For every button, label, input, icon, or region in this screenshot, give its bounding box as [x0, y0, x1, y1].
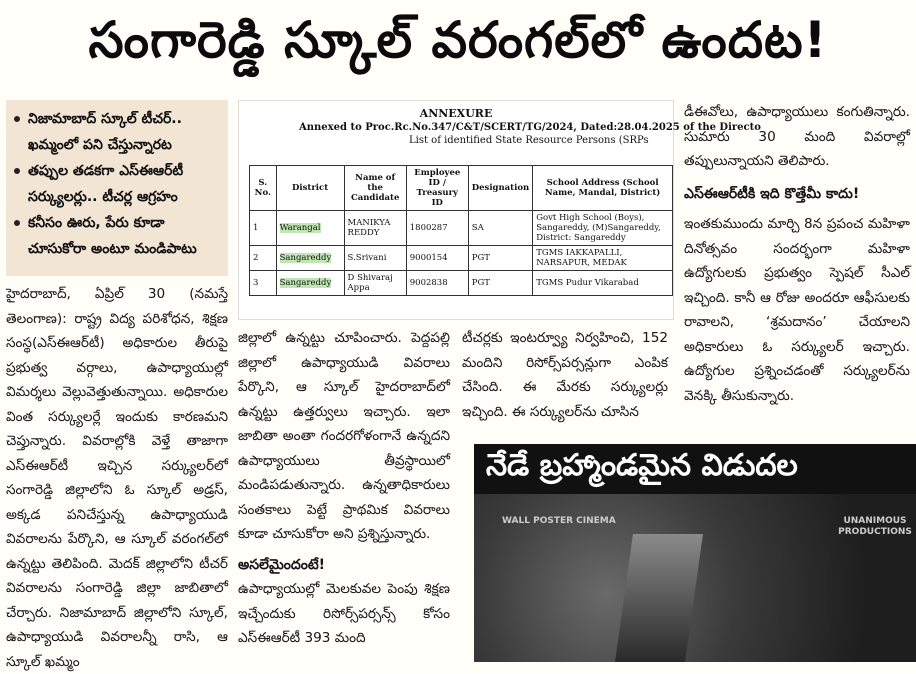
- article-column-1: హైదరాబాద్, ఏప్రిల్ 30 (నమస్తే తెలంగాణ): రాష్ట్ర విద్య పరిశోధన, శిక్షణ సంస్థ(ఎస్‌ఈఆర్‌టీ) అధికారుల తీరుపై ప్రభుత్వ వర్గాలు, ఉపాధ్యాయుల్లో విమర్శలు వెల్లువెత్తుతున్నాయి. అధికారుల వింత సర్క్యులర్లే ఇందుకు కారణమని చెప్తున్నారు. వివరాల్లోకి వెళ్తే తాజాగా ఎస్‌ఈఆర్‌టీ ఇచ్చిన సర్క్యులర్‌లో సంగారెడ్డి జిల్లాలోని ఓ స్కూల్ అడ్రస్, అక్కడ పనిచేస్తున్న ఉపాధ్యాయుడి వివరాలను పేర్కొని, ఆ స్కూల్ వరంగల్‌లో ఉన్నట్టు తెలిపింది. మెదక్ జిల్లాలోని టీచర్ వివరాలను సంగారెడ్డి జిల్లా జాబితాలో చేర్చారు. నిజామాబాద్ జిల్లాలోని స్కూల్, ఉపాధ్యాయుడి వివరాలన్నీ రాసి, ఆ స్కూల్ ఖమ్మం: [6, 286, 228, 670]
- table-header: District: [276, 166, 344, 211]
- subheading: ఎస్‌ఈఆర్‌టీకి ఇది కొత్తేమీ కాదు!: [684, 185, 860, 202]
- annexure-title: ANNEXURE: [419, 107, 493, 120]
- table-header: School Address (School Name, Mandal, District): [533, 166, 673, 211]
- annexure-image: [238, 100, 761, 320]
- headline: సంగారెడ్డి స్కూల్ వరంగల్‌లో ఉందట!: [88, 10, 828, 69]
- highlights-box: [6, 100, 228, 276]
- srp-table: [249, 165, 673, 296]
- bullet-icon: [14, 168, 20, 174]
- ad-left-logo: WALL POSTER CINEMA: [502, 516, 616, 526]
- movie-advertisement: [474, 444, 916, 662]
- bullet-icon: [14, 220, 20, 226]
- bullet-icon: [14, 116, 20, 122]
- annexure-list-title: List of identified State Resource Persons (SRPs: [409, 135, 649, 146]
- highlight-item: తప్పుల తడకగా ఎస్‌ఈఆర్‌టీ సర్క్యులర్లు.. టీచర్ల ఆగ్రహం: [14, 158, 224, 210]
- table-header-row: [250, 166, 673, 211]
- article-column-2: జిల్లాలో ఉన్నట్టు చూపించారు. పెద్దపల్లి జిల్లాలో ఉపాధ్యాయుడి వివరాలు పేర్కొని, ఆ స్కూల్ హైదరాబాద్‌లో ఉన్నట్టు ఉత్తర్వులు ఇచ్చారు. ఇలా జాబితా అంతా గందరగోళంగానే ఉన్నదని ఉపాధ్యాయులు తీవ్రస్థాయిలో మండిపడుతున్నారు. ఉన్నతాధికారులు సంతకాలు పెట్టే ప్రాథమిక వివరాలు కూడా చూసుకోరా అని ప్రశ్నిస్తున్నారు. అసలేమైందంటే! ఉపాధ్యాయుల్లో మెలకువల పెంపు శిక్షణ ఇచ్చేందుకు రిసోర్స్‌పర్సన్స్ కోసం ఎస్‌ఈఆర్‌టీ 393 మంది: [238, 330, 450, 646]
- table-row: 2 Sangareddy S.Srivani 9000154 PGT TGMS IAKKAPALLI, NARSAPUR, MEDAK: [250, 246, 673, 271]
- table-row: 1 Warangal MANIKYA REDDY 1800287 SA Govt High School (Boys), Sangareddy, (M)Sangareddy, District: Sangareddy: [250, 211, 673, 246]
- ad-right-logo: UNANIMOUS PRODUCTIONS: [838, 516, 912, 537]
- annexure-subtitle: Annexed to Proc.Rc.No.347/C&T/SCERT/TG/2024, Dated:28.04.2025 of the Directo: [299, 122, 761, 133]
- highlight-item: కనీసం ఊరు, పేరు కూడా చూసుకోరా అంటూ మండిపాటు: [14, 210, 224, 262]
- subheading: అసలేమైందంటే!: [238, 556, 326, 573]
- table-header: Name of the Candidate: [344, 166, 406, 211]
- article-column-3: టీచర్లకు ఇంటర్వ్యూ నిర్వహించి, 152 మందిని రిసోర్స్‌పర్సన్లుగా ఎంపిక చేసింది. ఈ మేరకు సర్క్యులర్లు ఇచ్చింది. ఈ సర్క్యులర్‌ను చూసిన: [462, 330, 668, 420]
- article-column-4: డీఈవోలు, ఉపాధ్యాయులు కంగుతిన్నారు. సుమారు 30 మంది వివరాల్లో తప్పులున్నాయని తెలిపారు. ఎస్‌ఈఆర్‌టీకి ఇది కొత్తేమీ కాదు! ఇంతకుముందు మార్చి 8న ప్రపంచ మహిళా దినోత్సవం సందర్భంగా మహిళా ఉద్యోగులకు ప్రభుత్వం స్పెషల్ సీఎల్ ఇచ్చింది. కానీ ఆ రోజు అందరూ ఆఫీసులకు రావాలని, ‘శ్రమదానం’ చేయాలని అధికారులు ఓ సర్క్యులర్ ఇచ్చారు. ఉద్యోగుల ప్రశ్నించడంతో సర్క్యులర్‌ను వెనక్కి తీసుకున్నారు.: [684, 104, 910, 404]
- table-header: S. No.: [250, 166, 277, 211]
- ad-banner: నేడే బ్రహ్మాండమైన విడుదల: [474, 444, 916, 494]
- table-row: 3 Sangareddy D Shivaraj Appa 9002838 PGT TGMS Pudur Vikarabad: [250, 271, 673, 296]
- table-header: Employee ID / Treasury ID: [406, 166, 468, 211]
- table-header: Designation: [468, 166, 532, 211]
- highlight-item: నిజామాబాద్ స్కూల్ టీచర్.. ఖమ్మంలో పని చేస్తున్నారట: [14, 106, 224, 158]
